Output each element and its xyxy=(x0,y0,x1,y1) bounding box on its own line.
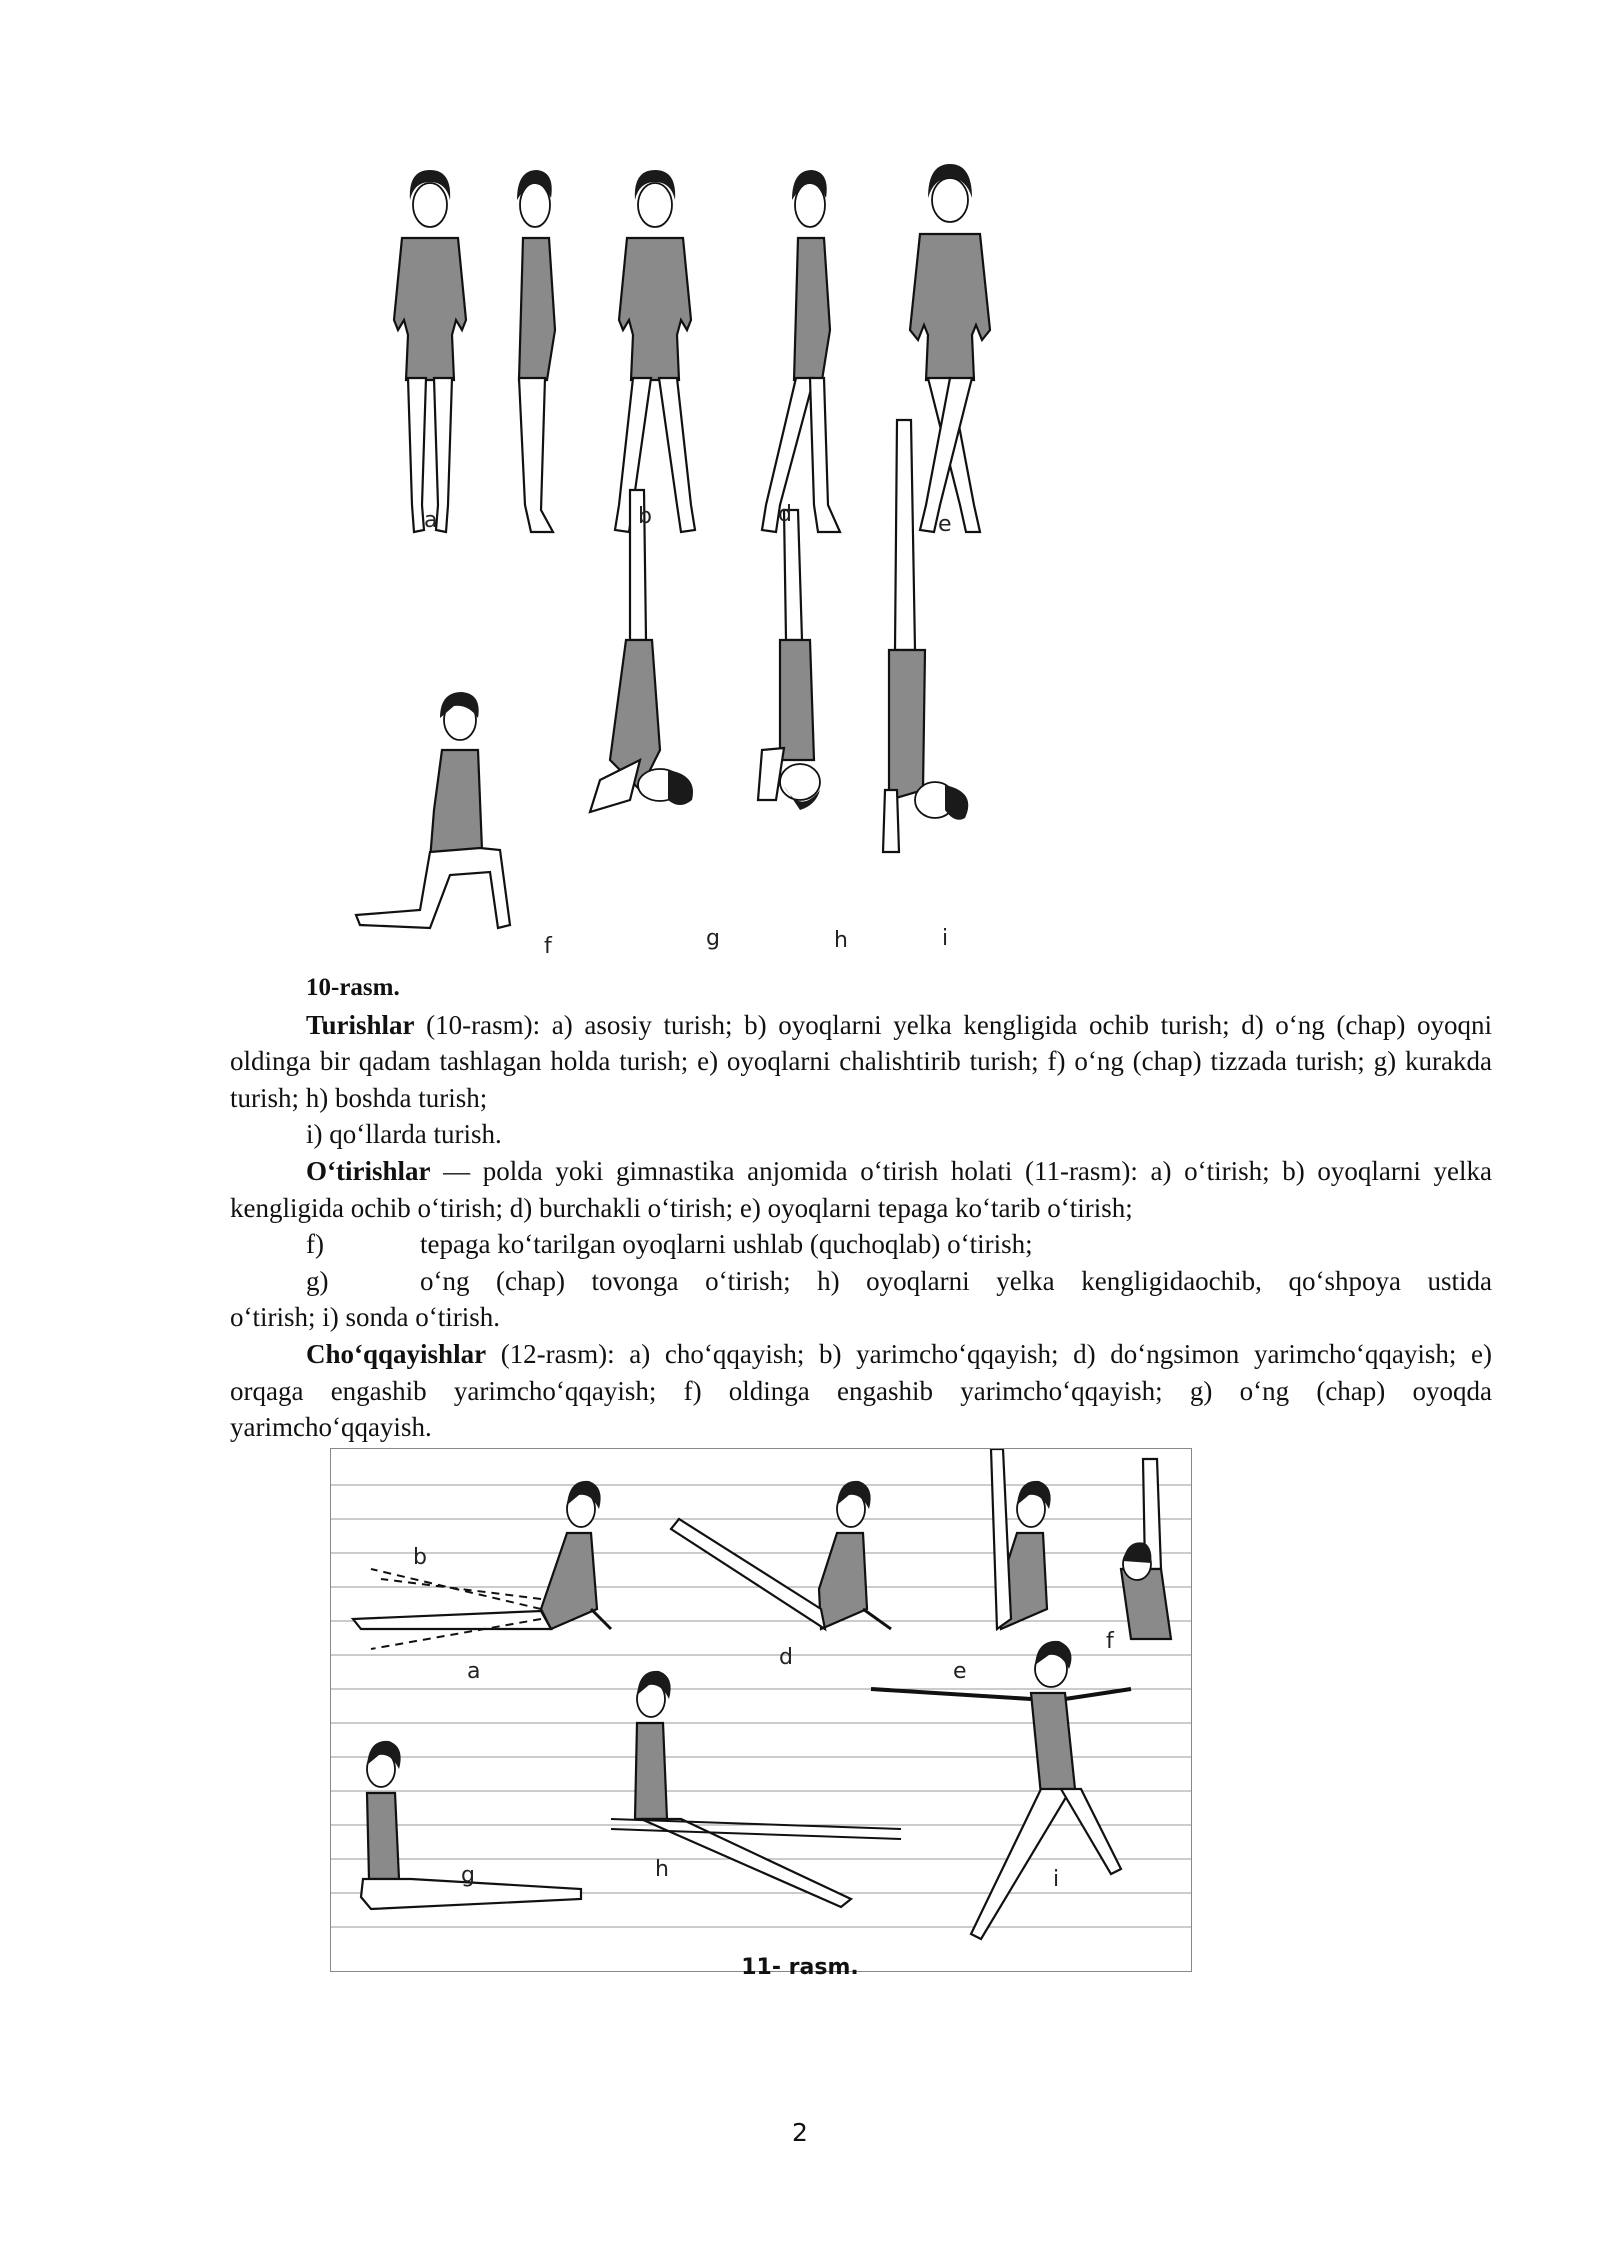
fig11-label-a: a xyxy=(467,1659,481,1684)
paragraph-choqqayishlar xyxy=(230,1336,1492,1446)
fig10-label-i: i xyxy=(942,926,949,951)
body-text xyxy=(230,970,1492,1446)
fig10-label-b: b xyxy=(638,504,652,529)
figure-10-head-stand xyxy=(758,510,820,810)
fig10-label-f: f xyxy=(544,934,552,959)
fig11-label-f: f xyxy=(1106,1629,1114,1654)
figure-11-frame xyxy=(330,1448,1192,1972)
term-choqqayishlar: Cho‘qqayishlar xyxy=(306,1338,487,1369)
fig10-label-e: e xyxy=(938,512,952,537)
page-number: 2 xyxy=(792,2118,808,2147)
turishlar-text: (10-rasm): a) asosiy turish; b) oyoqlarni yelka kengligida ochib turish; d) o‘ng (chap) oyoqni oldinga bir qadam tashlagan holda turish; e) oyoqlarni chalishtirib turish; f) o‘ng (chap) tizzada turish; g) kurakda turish; h) boshda turish; xyxy=(230,1009,1492,1113)
figure-10-caption: 10-rasm. xyxy=(306,974,400,1001)
choqqayishlar-text: (12-rasm): a) cho‘qqayish; b) yarimcho‘qqayish; d) do‘ngsimon yarimcho‘qqayish; e) orqaga engashib yarimcho‘qqayish; f) oldinga engashib yarimcho‘qqayish; g) o‘ng (chap) oyoqda yarimcho‘qqayish. xyxy=(230,1338,1492,1443)
figure-10-shoulder-stand xyxy=(590,490,693,812)
figure-11a-sitting xyxy=(353,1481,611,1649)
fig10-label-a: a xyxy=(424,508,438,533)
otirishlar-item-f xyxy=(230,1226,1492,1263)
fig11-label-i: i xyxy=(1053,1867,1060,1892)
figure-11e-legs-up xyxy=(991,1449,1051,1629)
figure-10-kneel xyxy=(356,692,510,928)
turishlar-item-i: i) qo‘llarda turish. xyxy=(306,1119,502,1150)
figure-10f-crossed-legs xyxy=(910,164,990,532)
figure-11-caption: 11- rasm. xyxy=(741,1955,859,1980)
fig11-label-g: g xyxy=(461,1863,475,1888)
figure-10d-wide-stance xyxy=(615,170,695,532)
paragraph-turishlar xyxy=(230,1007,1492,1117)
item-f-key: f) xyxy=(306,1229,324,1260)
figure-11-illustration xyxy=(331,1449,1192,1972)
fig10-label-g: g xyxy=(706,926,720,951)
figure-10a-basic-stance xyxy=(394,170,466,532)
term-otirishlar: O‘tirishlar xyxy=(306,1155,431,1186)
figure-11d-angle-sitting xyxy=(671,1481,891,1629)
paragraph-otirishlar xyxy=(230,1153,1492,1226)
item-g-key: g) xyxy=(306,1265,329,1296)
figure-10b-side-stance xyxy=(517,170,555,532)
figure-11i-thigh-sitting xyxy=(871,1641,1131,1939)
item-g-value: o‘ng (chap) tovonga o‘tirish; h) oyoqlarni yelka kengligidaochib, qo‘shpoya ustida xyxy=(420,1265,1492,1296)
otirishlar-item-g xyxy=(230,1263,1492,1300)
figure-10e-step-forward xyxy=(762,170,840,532)
otirishlar-item-g-continued: o‘tirish; i) sonda o‘tirish. xyxy=(230,1302,500,1333)
fig11-label-e: e xyxy=(953,1659,967,1684)
figure-11f-hug-legs xyxy=(1121,1459,1171,1639)
item-f-value: tepaga ko‘tarilgan oyoqlarni ushlab (quchoqlab) o‘tirish; xyxy=(420,1229,1033,1260)
fig10-label-d: d xyxy=(778,502,792,527)
fig11-label-d: d xyxy=(779,1645,793,1670)
fig11-label-b: b xyxy=(413,1545,427,1570)
term-turishlar: Turishlar xyxy=(306,1009,415,1040)
otirishlar-text: — polda yoki gimnastika anjomida o‘tirish holati (11-rasm): a) o‘tirish; b) oyoqlarni yelka kengligida ochib o‘tirish; d) burchakli o‘tirish; e) oyoqlarni tepaga ko‘tarib o‘tirish; xyxy=(230,1155,1492,1223)
fig10-label-h: h xyxy=(834,928,848,953)
fig11-label-h: h xyxy=(655,1857,669,1882)
